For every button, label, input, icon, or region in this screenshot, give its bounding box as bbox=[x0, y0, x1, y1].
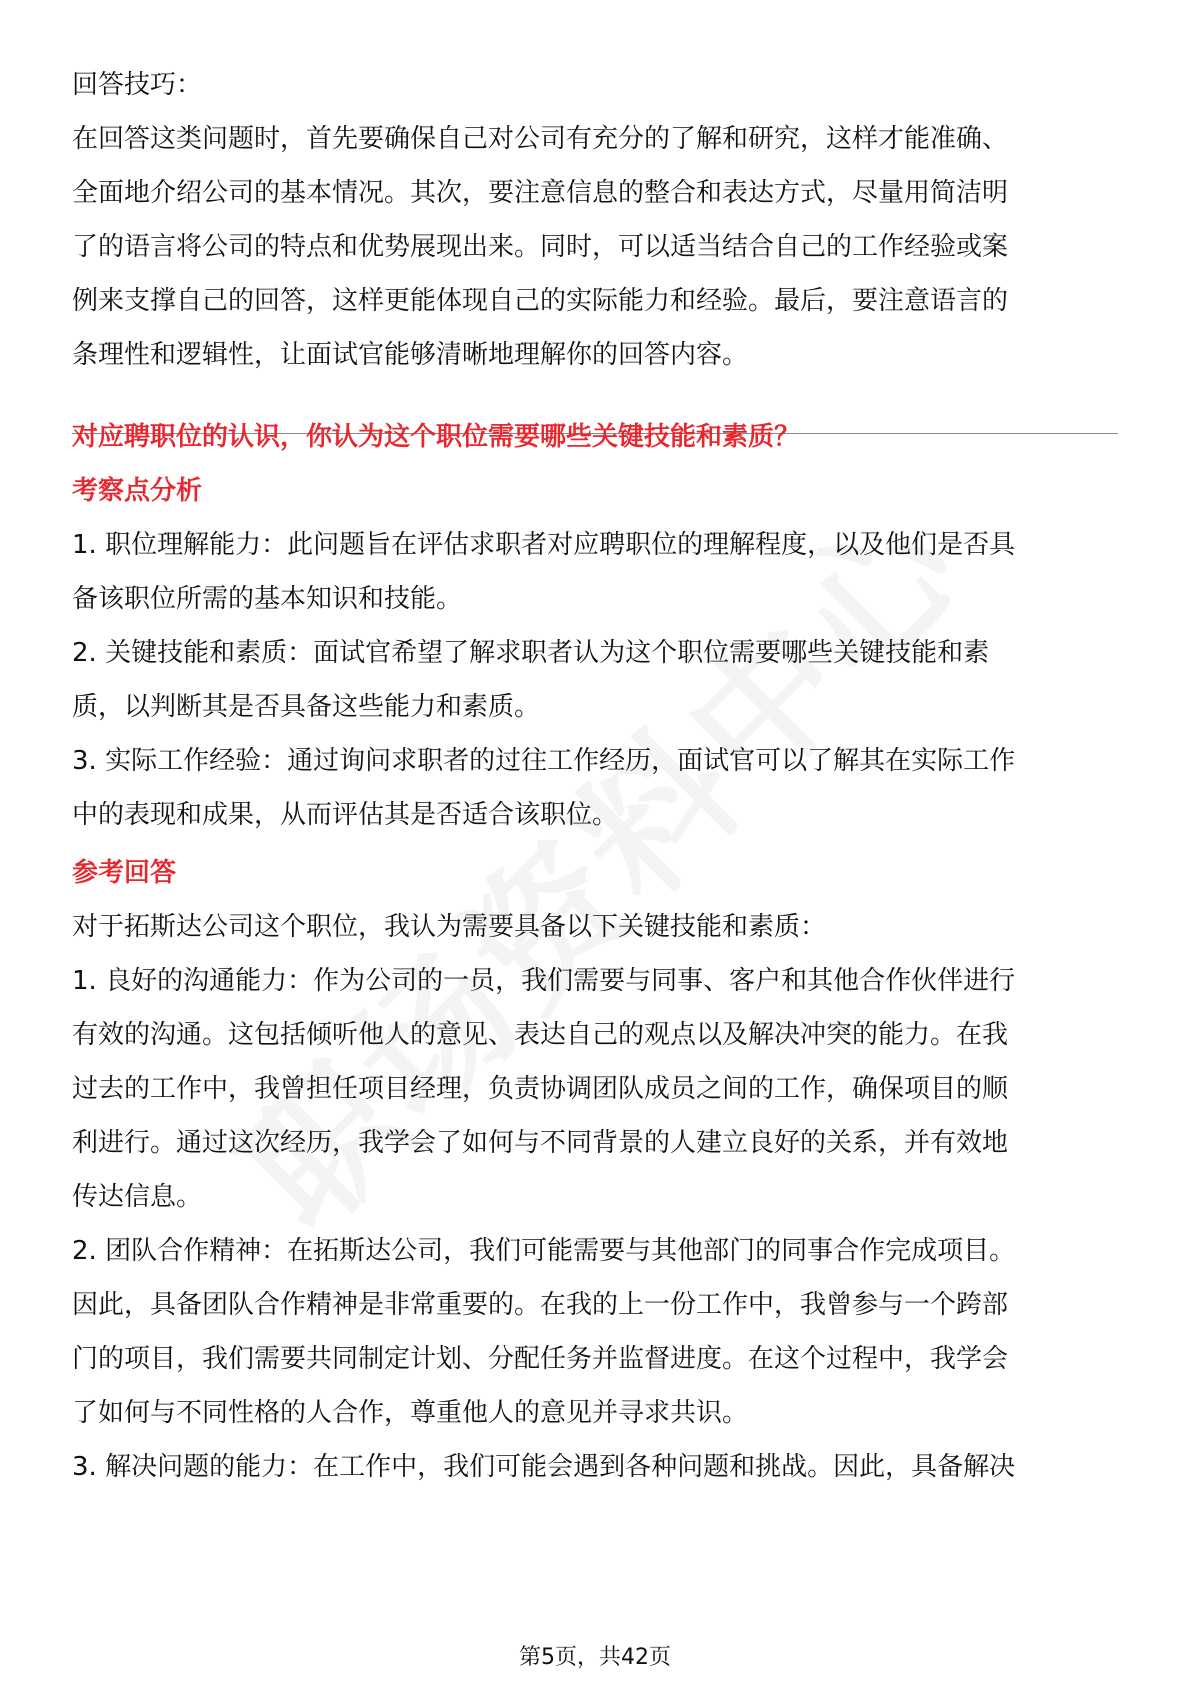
answer-line: 利进行。通过这次经历，我学会了如何与不同背景的人建立良好的关系，并有效地 bbox=[72, 1128, 1009, 1158]
answer-line: 对于拓斯达公司这个职位，我认为需要具备以下关键技能和素质： bbox=[72, 912, 827, 942]
tips-line: 条理性和逻辑性，让面试官能够清晰地理解你的回答内容。 bbox=[72, 340, 749, 370]
analysis-line: 中的表现和成果，从而评估其是否适合该职位。 bbox=[72, 800, 619, 830]
analysis-line: 3. 实际工作经验：通过询问求职者的过往工作经历，面试官可以了解其在实际工作 bbox=[72, 746, 1016, 776]
analysis-line: 备该职位所需的基本知识和技能。 bbox=[72, 584, 463, 614]
answer-line: 因此，具备团队合作精神是非常重要的。在我的上一份工作中，我曾参与一个跨部 bbox=[72, 1290, 1009, 1320]
answer-line: 门的项目，我们需要共同制定计划、分配任务并监督进度。在这个过程中，我学会 bbox=[72, 1344, 1009, 1374]
analysis-heading: 考察点分析 bbox=[72, 476, 203, 506]
answer-line: 3. 解决问题的能力：在工作中，我们可能会遇到各种问题和挑战。因此，具备解决 bbox=[72, 1452, 1016, 1482]
answer-line: 1. 良好的沟通能力：作为公司的一员，我们需要与同事、客户和其他合作伙伴进行 bbox=[72, 966, 1016, 996]
page-number-footer: 第5页，共42页 bbox=[519, 1645, 671, 1670]
answer-line: 过去的工作中，我曾担任项目经理，负责协调团队成员之间的工作，确保项目的顺 bbox=[72, 1074, 1009, 1104]
analysis-line: 1. 职位理解能力：此问题旨在评估求职者对应聘职位的理解程度，以及他们是否具 bbox=[72, 530, 1016, 560]
tips-line: 了的语言将公司的特点和优势展现出来。同时，可以适当结合自己的工作经验或案 bbox=[72, 232, 1009, 262]
analysis-line: 2. 关键技能和素质：面试官希望了解求职者认为这个职位需要哪些关键技能和素 bbox=[72, 638, 990, 668]
answer-line: 了如何与不同性格的人合作，尊重他人的意见并寻求共识。 bbox=[72, 1398, 749, 1428]
analysis-line: 质，以判断其是否具备这些能力和素质。 bbox=[72, 692, 541, 722]
question-title: 对应聘职位的认识，你认为这个职位需要哪些关键技能和素质？ bbox=[72, 422, 801, 452]
tips-line: 在回答这类问题时，首先要确保自己对公司有充分的了解和研究，这样才能准确、 bbox=[72, 124, 1009, 154]
answer-heading: 参考回答 bbox=[72, 858, 177, 888]
answer-line: 2. 团队合作精神：在拓斯达公司，我们可能需要与其他部门的同事合作完成项目。 bbox=[72, 1236, 1016, 1266]
document-page bbox=[72, 0, 1118, 1684]
tips-line: 例来支撑自己的回答，这样更能体现自己的实际能力和经验。最后，要注意语言的 bbox=[72, 286, 1009, 316]
answer-line: 传达信息。 bbox=[72, 1182, 203, 1212]
answer-line: 有效的沟通。这包括倾听他人的意见、表达自己的观点以及解决冲突的能力。在我 bbox=[72, 1020, 1009, 1050]
tips-heading: 回答技巧： bbox=[72, 70, 203, 100]
tips-line: 全面地介绍公司的基本情况。其次，要注意信息的整合和表达方式，尽量用简洁明 bbox=[72, 178, 1009, 208]
